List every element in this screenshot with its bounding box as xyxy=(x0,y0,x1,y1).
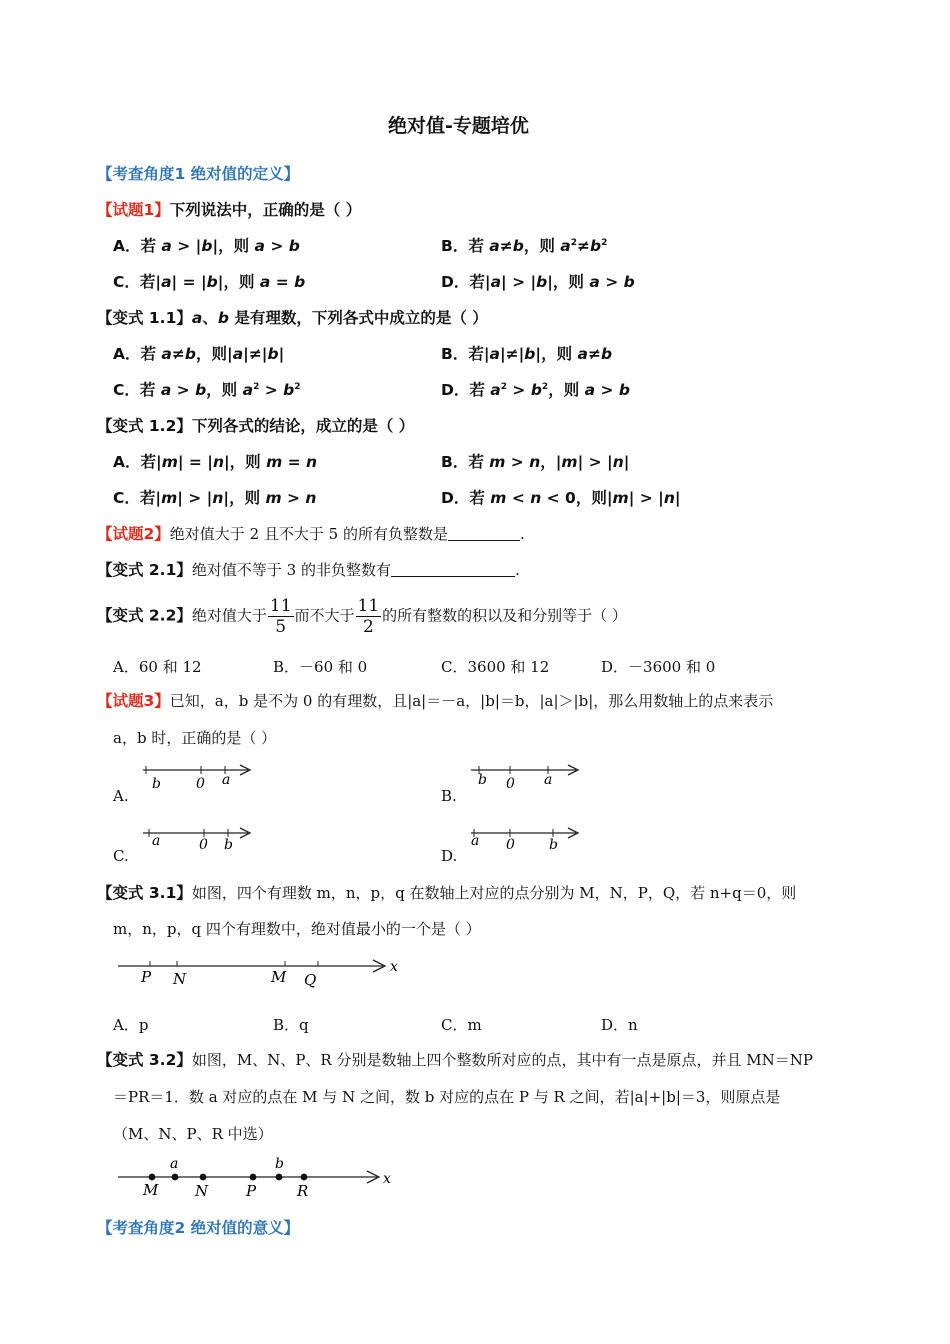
point-label-m: M xyxy=(271,968,287,986)
point-label-a: a xyxy=(170,1156,179,1172)
q3-label-c: C. xyxy=(113,847,129,865)
q3-label-a: A. xyxy=(113,787,129,805)
q3-label-b: B. xyxy=(441,787,457,805)
variant-1-2: 【变式 1.2】下列各式的结论，成立的是（ ） xyxy=(97,417,415,435)
fraction-11-2: $\frac{11}{2}$ xyxy=(357,596,380,637)
variant-2-1: 【变式 2.1】绝对值不等于 3 的非负整数有 . xyxy=(97,561,520,579)
question-3-line2: a，b 时，正确的是（ ） xyxy=(113,729,277,747)
variant-3-1-line2: m，n，p，q 四个有理数中，绝对值最小的一个是（ ） xyxy=(113,920,481,938)
section-heading-2: 【考查角度2 绝对值的意义】 xyxy=(97,1219,300,1237)
tick-label: b xyxy=(478,772,487,788)
q1-option-a: A．若 a > |b|，则 a > b xyxy=(113,237,300,255)
v22-option-c: C．3600 和 12 xyxy=(441,658,550,676)
v11-option-a: A．若 a≠b，则|a|≠|b| xyxy=(113,345,285,363)
v31-option-d: D．n xyxy=(601,1016,638,1034)
v22-option-a: A．60 和 12 xyxy=(113,658,202,676)
point-label-b: b xyxy=(275,1156,284,1172)
point-label-n: N xyxy=(195,1182,209,1200)
point-label-q: Q xyxy=(304,971,317,989)
tick-label: 0 xyxy=(506,837,515,853)
v12-option-b: B．若 m > n，|m| > |n| xyxy=(441,453,630,471)
q3-numberline-a xyxy=(140,762,258,792)
v22-option-b: B．－60 和 0 xyxy=(273,658,368,676)
v11-option-c: C．若 a > b，则 $a^2 > b^2$ xyxy=(113,381,301,399)
tick-label: a xyxy=(152,833,161,849)
fraction-11-5: $\frac{11}{5}$ xyxy=(269,596,292,637)
answer-blank xyxy=(448,527,520,541)
section-heading-1: 【考查角度1 绝对值的定义】 xyxy=(97,165,300,183)
tick-label: b xyxy=(549,837,558,853)
tick-label: b xyxy=(152,776,161,792)
q1-option-b: B．若 a≠b，则 $a^2\ne b^2$ xyxy=(441,237,608,255)
question-2: 【试题2】绝对值大于 2 且不大于 5 的所有负整数是 . xyxy=(97,525,525,543)
variant-3-1: 【变式 3.1】如图，四个有理数 m，n，p，q 在数轴上对应的点分别为 M，N，P，Q，若 n+q＝0，则 xyxy=(97,884,797,902)
answer-blank xyxy=(391,563,515,577)
tick-label: 0 xyxy=(506,776,515,792)
axis-label-x: x xyxy=(390,959,398,975)
variant-3-2: 【变式 3.2】如图，M、N、P、R 分别是数轴上四个整数所对应的点，其中有一点是原点，并且 MN＝NP xyxy=(97,1051,813,1069)
q1-option-c: C．若|a| = |b|，则 a = b xyxy=(113,273,306,291)
point-label-n: N xyxy=(173,970,187,988)
tick-label: 0 xyxy=(196,776,205,792)
v12-option-c: C．若|m| > |n|，则 m > n xyxy=(113,489,317,507)
point-label-r: R xyxy=(297,1182,309,1200)
point-label-m: M xyxy=(143,1181,159,1199)
tick-label: a xyxy=(544,772,553,788)
v11-option-b: B．若|a|≠|b|，则 a≠b xyxy=(441,345,613,363)
v22-option-d: D．－3600 和 0 xyxy=(601,658,716,676)
q3-label-d: D. xyxy=(441,847,458,865)
page-title: 绝对值-专题培优 xyxy=(388,115,529,137)
v31-option-c: C．m xyxy=(441,1016,482,1034)
variant-2-2: 【变式 2.2】绝对值大于 $\frac{11}{5}$ 而不大于 $\frac{11}{2}$ 的所有整数的积以及和分别等于（ ） xyxy=(97,596,627,637)
v12-option-d: D．若 m < n < 0，则|m| > |n| xyxy=(441,489,681,507)
v12-option-a: A．若|m| = |n|，则 m = n xyxy=(113,453,318,471)
axis-label-x: x xyxy=(383,1171,391,1187)
q1-option-d: D．若|a| > |b|，则 a > b xyxy=(441,273,635,291)
tick-label: a xyxy=(471,833,480,849)
tick-label: a xyxy=(222,772,231,788)
v31-option-a: A．p xyxy=(113,1016,149,1034)
tick-label: b xyxy=(224,837,233,853)
q3-numberline-d xyxy=(468,825,586,855)
v31-option-b: B．q xyxy=(273,1016,309,1034)
v31-numberline xyxy=(115,956,405,991)
tick-label: 0 xyxy=(199,837,208,853)
question-1: 【试题1】下列说法中，正确的是（ ） xyxy=(97,201,362,219)
question-3: 【试题3】已知，a，b 是不为 0 的有理数，且|a|＝－a，|b|＝b，|a|＞|b|，那么用数轴上的点来表示 xyxy=(97,692,774,710)
v11-option-d: D．若 $a^2 > b^2$，则 a > b xyxy=(441,381,630,399)
v32-numberline xyxy=(115,1155,400,1200)
variant-3-2-line3: （M、N、P、R 中选） xyxy=(113,1125,273,1143)
variant-3-2-line2: ＝PR＝1．数 a 对应的点在 M 与 N 之间，数 b 对应的点在 P 与 R 之间，若|a|+|b|＝3，则原点是 xyxy=(113,1088,781,1106)
q3-numberline-b xyxy=(468,762,586,792)
q3-numberline-c xyxy=(140,825,258,855)
point-label-p: P xyxy=(141,968,152,986)
point-label-p: P xyxy=(246,1182,257,1200)
variant-1-1: 【变式 1.1】a、b 是有理数，下列各式中成立的是（ ） xyxy=(97,309,488,327)
